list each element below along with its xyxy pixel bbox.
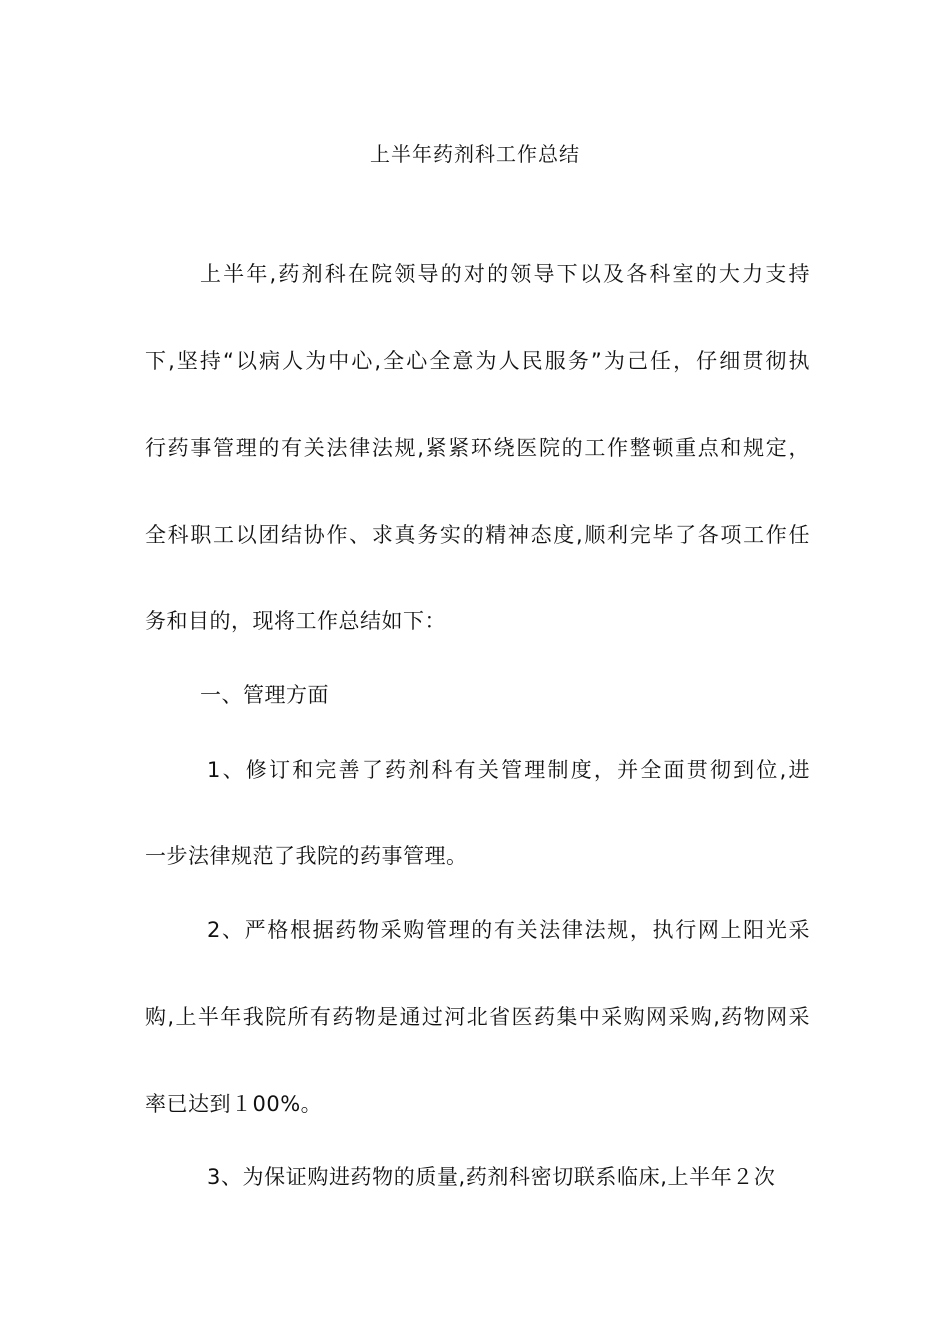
paragraph-line: 全科职工以团结协作、求真务实的精神态度,顺利完毕了各项工作任: [145, 523, 810, 547]
paragraph-line: 2、严格根据药物采购管理的有关法律法规，执行网上阳光采: [207, 918, 810, 942]
paragraph-line: 购,上半年我院所有药物是通过河北省医药集中采购网采购,药物网采: [145, 1005, 810, 1029]
paragraph-line: 行药事管理的有关法律法规,紧紧环绕医院的工作整顿重点和规定，: [145, 436, 810, 460]
section-heading: 一、管理方面: [200, 683, 329, 707]
paragraph-line: 务和目的，现将工作总结如下：: [145, 609, 446, 633]
paragraph-line: 下,坚持“以病人为中心,全心全意为人民服务”为己任，仔细贯彻执: [145, 349, 810, 373]
paragraph-line: 上半年,药剂科在院领导的对的领导下以及各科室的大力支持: [200, 262, 810, 286]
paragraph-line: 1、修订和完善了药剂科有关管理制度，并全面贯彻到位,进: [207, 758, 810, 782]
document-title: 上半年药剂科工作总结: [370, 142, 580, 166]
paragraph-line: 率已达到１00%。: [145, 1092, 323, 1116]
paragraph-line: 一步法律规范了我院的药事管理。: [145, 844, 468, 868]
paragraph-line: 3、为保证购进药物的质量,药剂科密切联系临床,上半年２次: [207, 1165, 776, 1189]
